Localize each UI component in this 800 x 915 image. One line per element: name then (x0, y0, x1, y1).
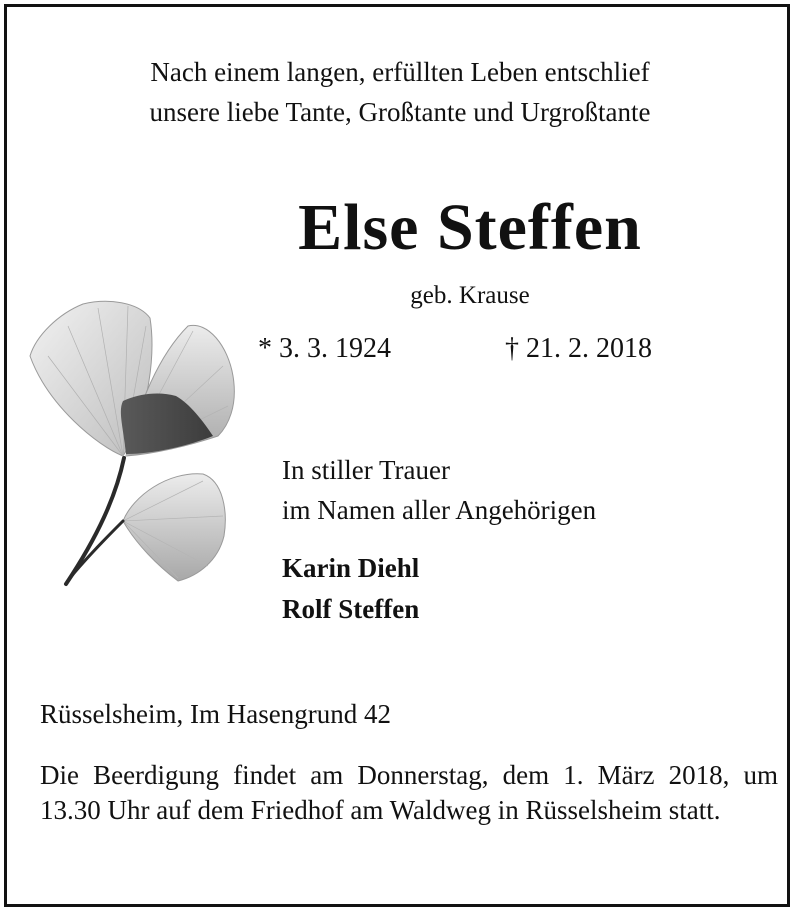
address: Rüsselsheim, Im Hasengrund 42 (40, 699, 391, 729)
funeral-info: Die Beerdigung findet am Donnerstag, dem 1. März 2018, um 13.30 Uhr auf dem Friedhof am Waldweg in Rüsselsheim statt. (40, 760, 778, 825)
mourning-line-1: In stiller Trauer (282, 455, 450, 485)
maiden-name: geb. Krause (410, 282, 530, 309)
signer-name: Karin Diehl (282, 553, 420, 583)
death-date: † 21. 2. 2018 (505, 333, 652, 364)
signer-name: Rolf Steffen (282, 594, 420, 624)
ginkgo-leaves-icon (28, 296, 238, 596)
deceased-name: Else Steffen (298, 191, 642, 264)
intro-line-2: unsere liebe Tante, Großtante und Urgroßtante (149, 97, 651, 127)
mourning-text (282, 450, 596, 530)
mourning-line-2: im Namen aller Angehörigen (282, 495, 597, 525)
intro-line-1: Nach einem langen, erfüllten Leben entschlief (150, 57, 650, 87)
intro-text (0, 52, 800, 132)
birth-date: * 3. 3. 1924 (258, 333, 391, 364)
